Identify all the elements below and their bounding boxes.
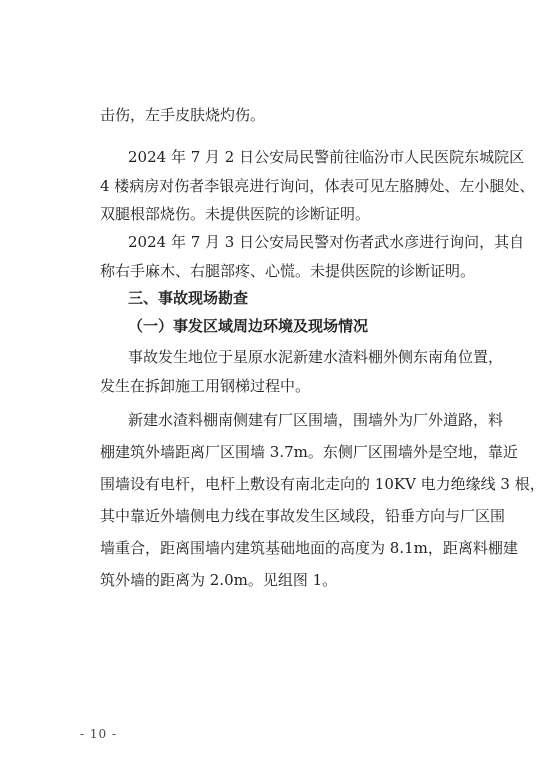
text-line: 其中靠近外墙侧电力线在事故发生区域段，铅垂方向与厂区围 xyxy=(100,507,506,525)
text-line: 4 楼病房对伤者李银亮进行询问，体表可见左胳膊处、左小腿处、 xyxy=(100,177,535,195)
text-line: 发生在拆卸施工用钢梯过程中。 xyxy=(100,377,311,395)
text-line: 棚建筑外墙距离厂区围墙 3.7m。东侧厂区围墙外是空地，靠近 xyxy=(100,443,518,461)
text-line: 2024 年 7 月 3 日公安局民警对伤者武水彦进行询问，其自 xyxy=(128,233,525,251)
subsection-heading: （一）事发区域周边环境及现场情况 xyxy=(128,317,369,335)
text-line: 事故发生地位于星原水泥新建水渣料棚外侧东南角位置， xyxy=(128,348,504,366)
text-line: 新建水渣料棚南侧建有厂区围墙，围墙外为厂外道路，料 xyxy=(128,411,504,429)
text-line: 2024 年 7 月 2 日公安局民警前往临汾市人民医院东城院区 xyxy=(128,148,525,166)
text-line: 墙重合，距离围墙内建筑基础地面的高度为 8.1m，距离料棚建 xyxy=(100,539,518,557)
text-line: 称右手麻木、右腿部疼、心慌。未提供医院的诊断证明。 xyxy=(100,262,476,280)
section-heading: 三、事故现场勘查 xyxy=(128,289,249,307)
page-number: - 10 - xyxy=(80,727,118,741)
text-line: 围墙设有电杆，电杆上敷设有南北走向的 10KV 电力绝缘线 3 根， xyxy=(100,475,545,493)
text-line: 筑外墙的距离为 2.0m。见组图 1。 xyxy=(100,571,338,589)
text-line: 双腿根部烧伤。未提供医院的诊断证明。 xyxy=(100,205,371,223)
text-line: 击伤，左手皮肤烧灼伤。 xyxy=(100,106,266,124)
